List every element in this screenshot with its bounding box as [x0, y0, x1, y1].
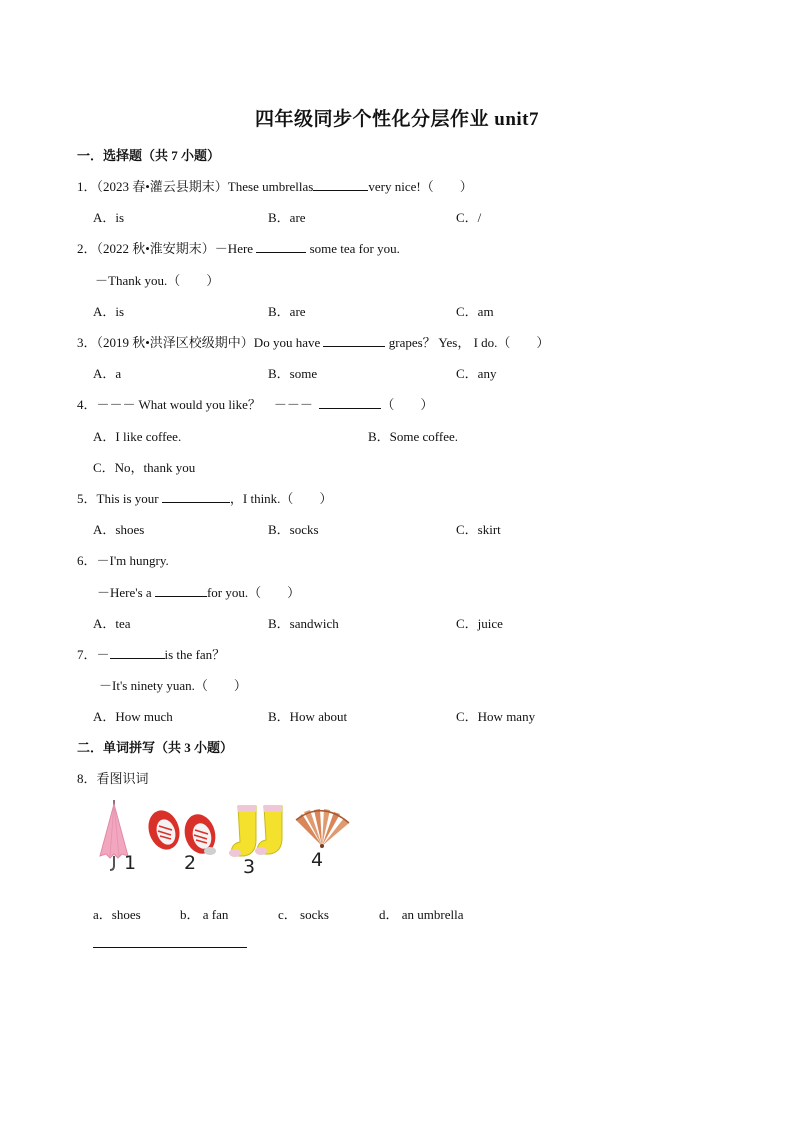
question-4-stem-end: （ ） [381, 397, 434, 412]
answer-blank [313, 178, 368, 191]
q2-option-a: A．is [93, 304, 125, 319]
picture-row [92, 798, 362, 878]
question-2 [77, 238, 400, 257]
q8-word-c: c． socks [278, 907, 329, 922]
q8-word-b: b． a fan [180, 907, 229, 922]
q8-word-d: d． an umbrella [379, 907, 464, 922]
answer-blank [155, 584, 207, 597]
answer-blank [323, 334, 385, 347]
q4-option-a: A．I like coffee. [93, 429, 182, 444]
question-1-stem-end: very nice!（ ） [368, 179, 473, 194]
question-3-stem-end: grapes？ Yes， I do.（ ） [388, 335, 550, 350]
q4-option-c: C．No，thank you [93, 460, 196, 475]
q3-option-a: A．a [93, 366, 122, 381]
question-5 [77, 488, 332, 507]
question-3-stem: 3．（2019 秋•洪泽区校级期中）Do you have [77, 335, 321, 350]
picture-number: 1 [124, 852, 137, 874]
picture-number: 2 [184, 852, 197, 874]
question-7-stem-end: is the fan？ [164, 647, 226, 662]
picture-number: 4 [311, 849, 324, 871]
question-5-stem-end: ，I think.（ ） [229, 491, 333, 506]
question-7-reply: －It's ninety yuan.（ ） [99, 678, 247, 693]
q7-option-b: B．How about [268, 709, 348, 724]
q6-option-b: B．sandwich [268, 616, 339, 631]
q5-option-a: A．shoes [93, 522, 145, 537]
answer-blank [110, 646, 165, 659]
q7-option-a: A．How much [93, 709, 173, 724]
q6-option-c: C．juice [456, 616, 503, 631]
q3-option-c: C．any [456, 366, 497, 381]
fan-icon [296, 809, 349, 848]
question-6-reply [97, 582, 300, 601]
answer-blank [319, 396, 381, 409]
question-4-stem: 4．－－－ What would you like？ －－－ [77, 397, 313, 412]
question-5-stem: 5．This is your [77, 491, 159, 506]
answer-line[interactable] [93, 947, 247, 948]
q2-option-b: B．are [268, 304, 306, 319]
socks-icon [229, 806, 282, 857]
section-spelling-heading: 二．单词拼写（共 3 小题） [77, 740, 234, 755]
question-2-stem-end: some tea for you. [309, 241, 400, 256]
section-choice-heading: 一．选择题（共 7 小题） [77, 148, 221, 163]
question-7-stem: 7．－ [77, 647, 110, 662]
question-6-stem: －Here's a [97, 585, 152, 600]
q2-option-c: C．am [456, 304, 494, 319]
q1-option-b: B．are [268, 210, 306, 225]
question-2-reply: －Thank you.（ ） [95, 273, 220, 288]
q5-option-c: C．skirt [456, 522, 501, 537]
q8-word-a: a．shoes [93, 907, 141, 922]
shoes-icon [144, 806, 220, 857]
question-3 [77, 332, 549, 351]
answer-blank [162, 490, 230, 503]
q4-option-b: B．Some coffee. [368, 429, 459, 444]
page-title: 四年级同步个性化分层作业 unit7 [255, 109, 539, 130]
question-6: 6．－I'm hungry. [77, 553, 169, 568]
picture-number: 3 [243, 856, 256, 878]
question-8: 8．看图识词 [77, 771, 149, 786]
question-1 [77, 176, 473, 195]
q3-option-b: B．some [268, 366, 318, 381]
answer-blank [256, 240, 306, 253]
question-7 [77, 644, 225, 663]
question-2-stem: 2．（2022 秋•淮安期末）－Here [77, 241, 254, 256]
question-6-stem-end: for you.（ ） [206, 585, 301, 600]
question-4 [77, 394, 433, 413]
question-1-stem: 1．（2023 春•灌云县期末）These umbrellas [77, 179, 314, 194]
q1-option-a: A．is [93, 210, 125, 225]
q1-option-c: C．/ [456, 210, 482, 225]
q6-option-a: A．tea [93, 616, 131, 631]
q7-option-c: C．How many [456, 709, 536, 724]
q5-option-b: B．socks [268, 522, 319, 537]
